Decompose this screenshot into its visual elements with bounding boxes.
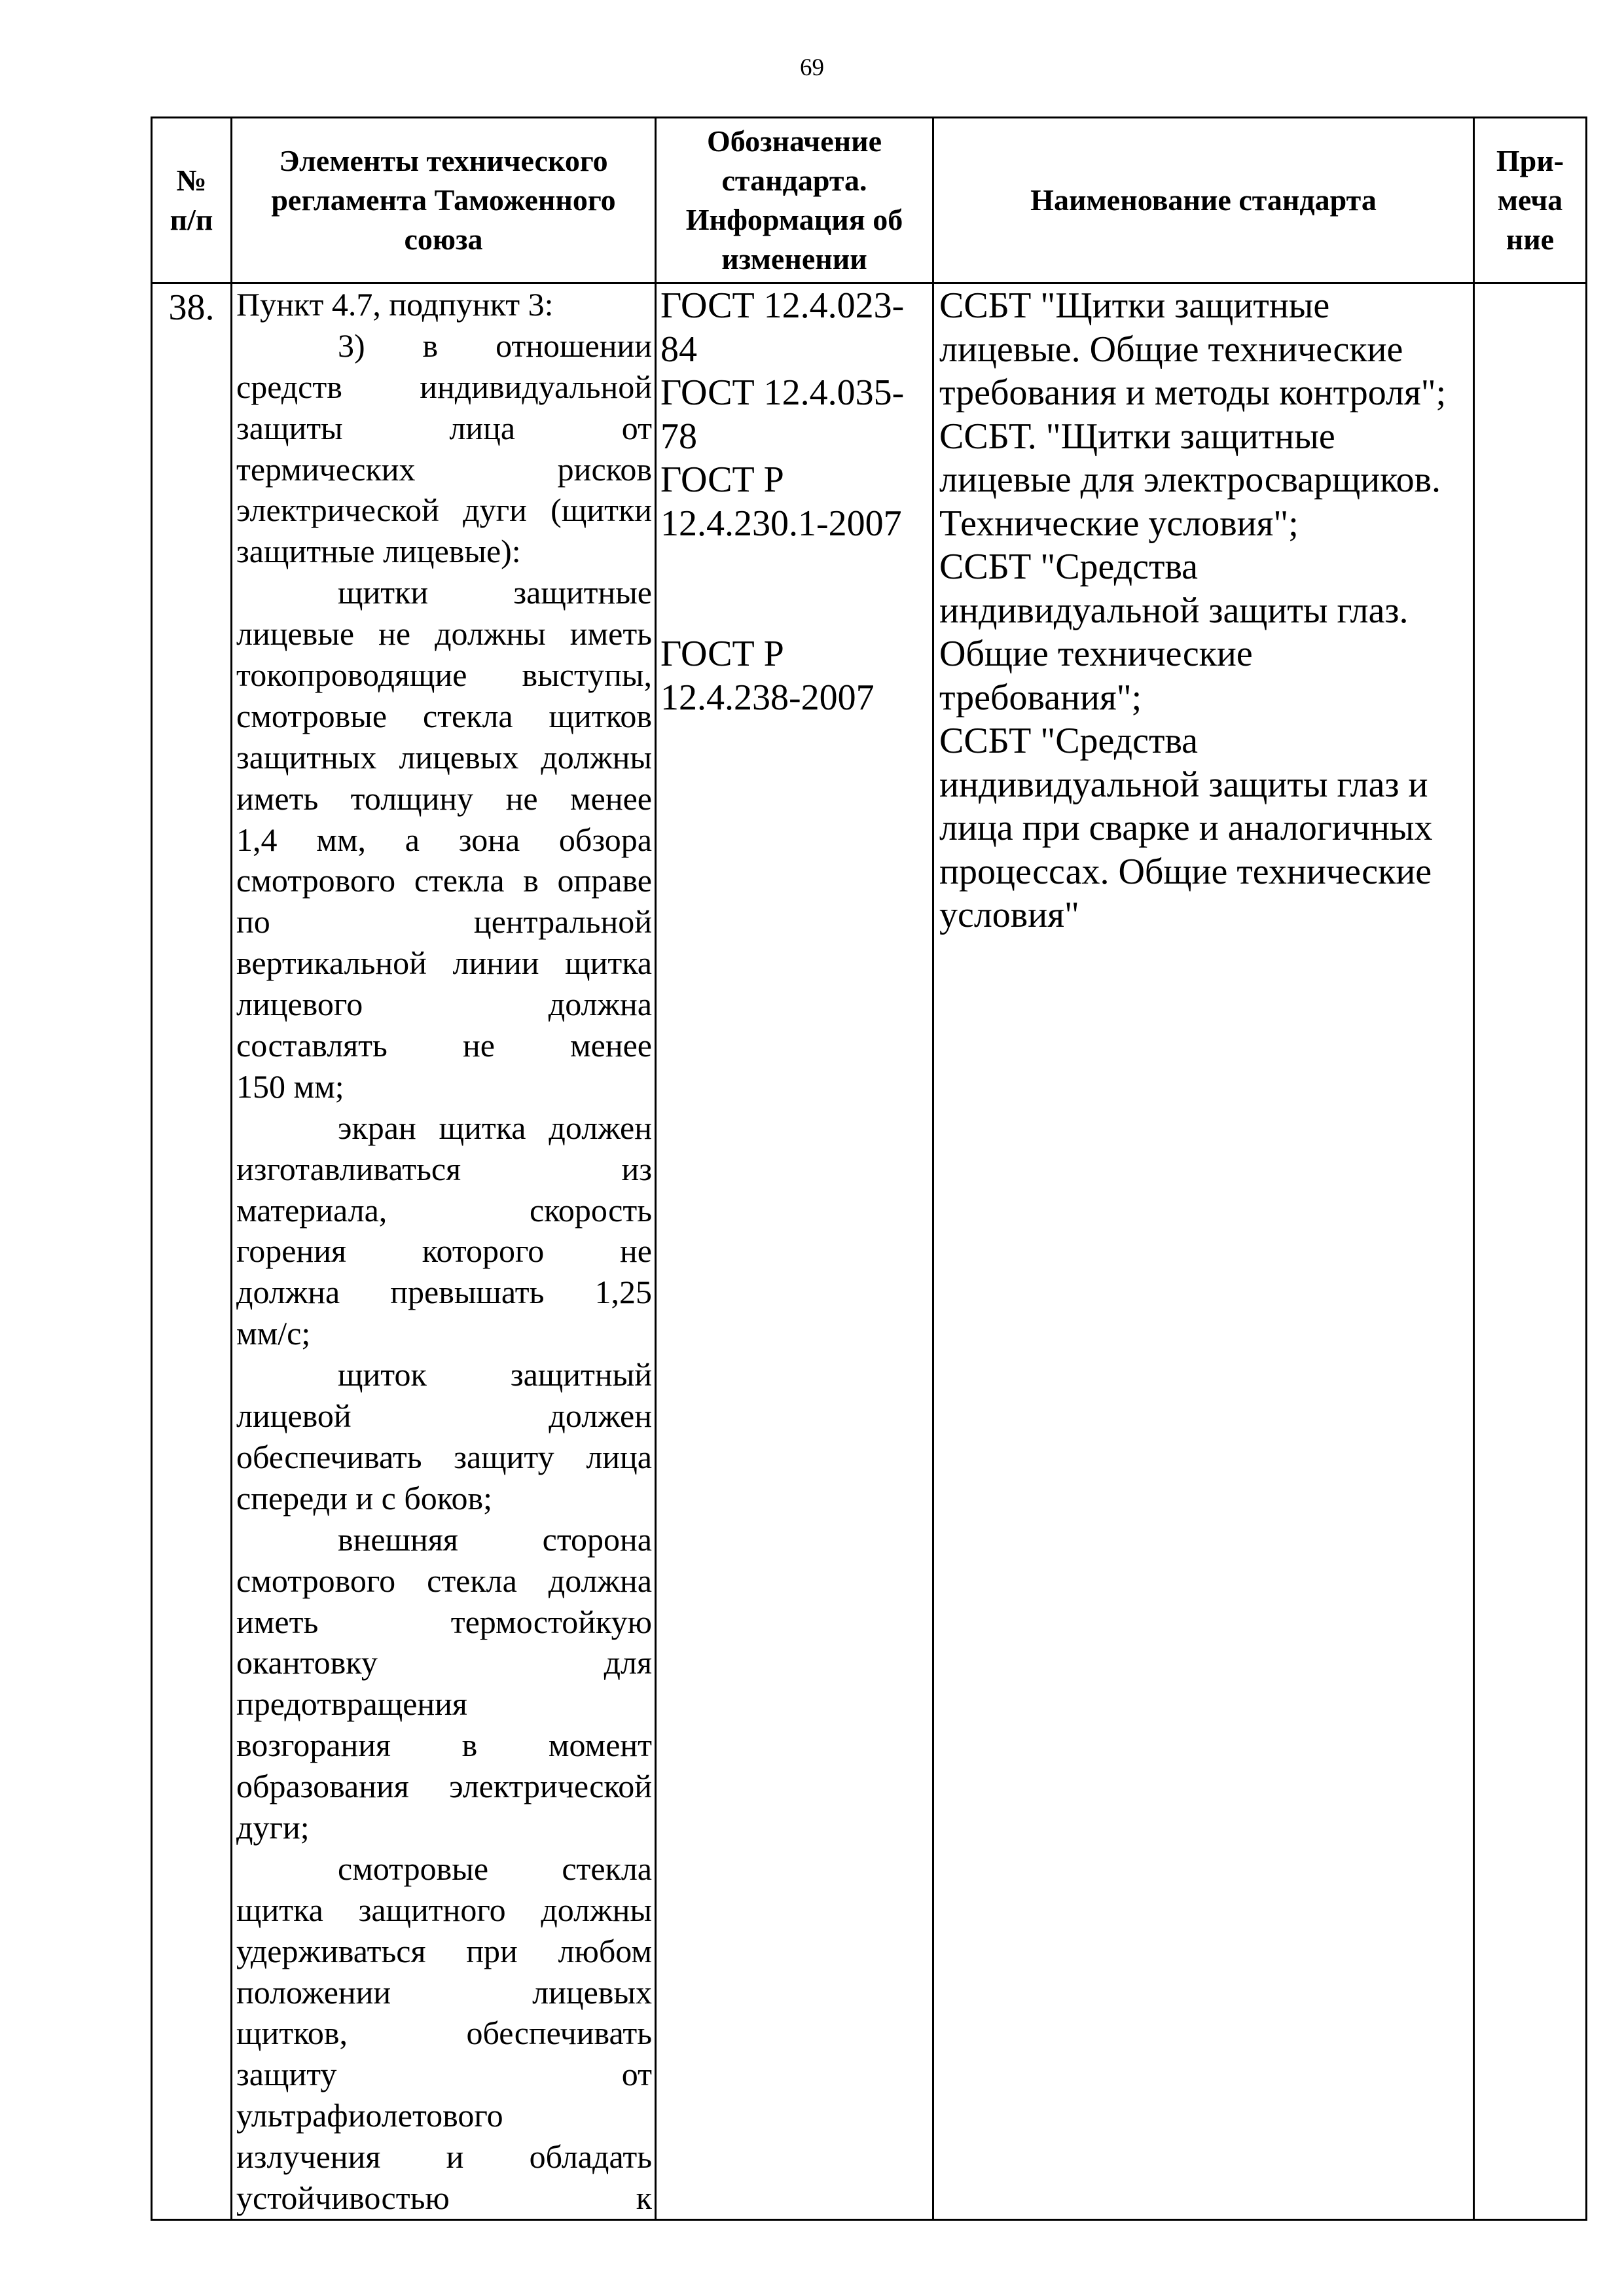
regulation-text-line: 3) в отношении	[338, 327, 652, 364]
regulation-text-line: смотровые стекла	[338, 1850, 652, 1887]
standard-name-line: Технические условия";	[939, 503, 1299, 544]
note-cell	[1474, 283, 1587, 2220]
regulation-text-line: щитка защитного должны	[236, 1891, 652, 1928]
standard-designation-line: 12.4.238-2007	[660, 677, 875, 718]
standard-name-line: процессах. Общие технические	[939, 851, 1432, 892]
header-num-part: №	[176, 164, 207, 197]
standard-name-line: лицевые для электросварщиков.	[939, 459, 1441, 500]
standard-designation-line: ГОСТ 12.4.023-	[660, 285, 905, 326]
header-note: При-меча ние	[1474, 118, 1587, 283]
standard-designation-line: 78	[660, 416, 697, 457]
regulation-text-line: горения которого не	[236, 1232, 652, 1270]
regulation-text-line: иметь термостойкую	[236, 1603, 652, 1640]
standard-name-line: лица при сварке и аналогичных	[939, 808, 1433, 848]
standard-name-line: требования и методы контроля";	[939, 372, 1447, 413]
regulation-text-line: защиту от	[236, 2056, 652, 2093]
regulation-text-line: защитные лицевые):	[236, 533, 521, 570]
regulation-text-line: термических рисков	[236, 450, 652, 488]
regulation-text-line: излучения и обладать	[236, 2138, 652, 2176]
standard-designation-line: 84	[660, 329, 697, 370]
regulation-text-line: щитки защитные	[338, 574, 652, 611]
regulation-text-line: смотрового стекла в оправе	[236, 862, 652, 899]
standard-designation	[660, 371, 928, 458]
standard-name-line: ССБТ "Средства	[939, 721, 1199, 761]
regulation-text-line: возгорания в момент	[236, 1727, 652, 1764]
row-number: 38.	[152, 283, 232, 2220]
regulation-text-line: защитных лицевых должны	[236, 738, 652, 776]
regulation-text-line: изготавливаться из	[236, 1150, 652, 1187]
table-row	[152, 283, 1587, 2220]
regulation-text-line: материала, скорость	[236, 1191, 652, 1229]
regulation-text-line: внешняя сторона	[338, 1520, 652, 1558]
regulation-text-line: лицевые не должны иметь	[236, 615, 652, 653]
regulation-text-line: ультрафиолетового	[236, 2097, 503, 2134]
regulation-text-line: дуги;	[236, 1808, 310, 1846]
regulation-text-line: по центральной	[236, 903, 652, 941]
page-number: 69	[800, 54, 824, 81]
standards-table	[151, 117, 1587, 2221]
regulation-text-line: Пункт 4.7, подпункт 3:	[236, 286, 554, 323]
standard-designation-line: 12.4.230.1-2007	[660, 503, 902, 544]
standard-name-line: индивидуальной защиты глаз.	[939, 590, 1409, 631]
standard-designations-cell	[656, 283, 933, 2220]
table-header-row	[152, 118, 1587, 283]
header-designation: Обозначение стандарта. Информация об изменении	[656, 118, 933, 283]
regulation-text-line: должна превышать 1,25	[236, 1274, 652, 1311]
regulation-text-line: устойчивостью к	[236, 2179, 652, 2216]
standard-name-line: лицевые. Общие технические	[939, 329, 1403, 370]
standard-name-line: Общие технические	[939, 634, 1253, 674]
regulation-text-line: щиток защитный	[338, 1356, 652, 1393]
standard-designation-line: ГОСТ Р	[660, 459, 784, 500]
regulation-text-line: образования электрической	[236, 1768, 652, 1805]
regulation-text-line: обеспечивать защиту лица	[236, 1438, 652, 1475]
regulation-text-line: лицевого должна	[236, 986, 652, 1023]
standard-designation	[660, 632, 928, 719]
standard-designation	[660, 284, 928, 371]
regulation-text-line: окантовку для	[236, 1644, 652, 1681]
standard-name-line: требования";	[939, 677, 1142, 718]
regulation-text-line: мм/с;	[236, 1315, 311, 1352]
regulation-text-line: средств индивидуальной	[236, 368, 652, 405]
header-num-part: п/п	[170, 203, 213, 236]
regulation-elements-cell	[232, 283, 656, 2220]
regulation-text-line: составлять не менее	[236, 1027, 652, 1064]
standard-name-line: условия"	[939, 895, 1079, 935]
regulation-text-line: положении лицевых	[236, 1973, 652, 2011]
regulation-text-line: 1,4 мм, а зона обзора	[236, 821, 652, 858]
standard-name-line: ССБТ "Средства	[939, 547, 1199, 587]
regulation-text-line: смотровые стекла щитков	[236, 697, 652, 734]
regulation-text-line: щитков, обеспечивать	[236, 2015, 652, 2052]
regulation-text-line: экран щитка должен	[338, 1109, 652, 1146]
regulation-text-line: электрической дуги (щитки	[236, 492, 652, 529]
regulation-text-line: смотрового стекла должна	[236, 1562, 652, 1599]
regulation-text-line: вертикальной линии щитка	[236, 944, 652, 982]
header-name: Наименование стандарта	[933, 118, 1474, 283]
standard-designation	[660, 458, 928, 545]
regulation-text-line: защиты лица от	[236, 409, 652, 446]
regulation-text-line: удерживаться при любом	[236, 1932, 652, 1969]
header-elements: Элементы технического регламента Таможенного союза	[232, 118, 656, 283]
regulation-text-line: токопроводящие выступы,	[236, 656, 652, 694]
header-num	[152, 118, 232, 283]
regulation-text-line: лицевой должен	[236, 1397, 652, 1435]
standard-designation-line: ГОСТ Р	[660, 634, 784, 674]
regulation-text-line: предотвращения	[236, 1685, 467, 1723]
standard-name-line: ССБТ "Щитки защитные	[939, 285, 1330, 326]
regulation-text-line: иметь толщину не менее	[236, 780, 652, 817]
regulation-text-line: спереди и с боков;	[236, 1479, 493, 1516]
standard-names-cell	[933, 283, 1474, 2220]
standard-name-line: индивидуальной защиты глаз и	[939, 764, 1428, 805]
standard-designation-line: ГОСТ 12.4.035-	[660, 372, 905, 413]
regulation-text-line: 150 мм;	[236, 1067, 344, 1105]
standard-name-line: ССБТ. "Щитки защитные	[939, 416, 1335, 457]
